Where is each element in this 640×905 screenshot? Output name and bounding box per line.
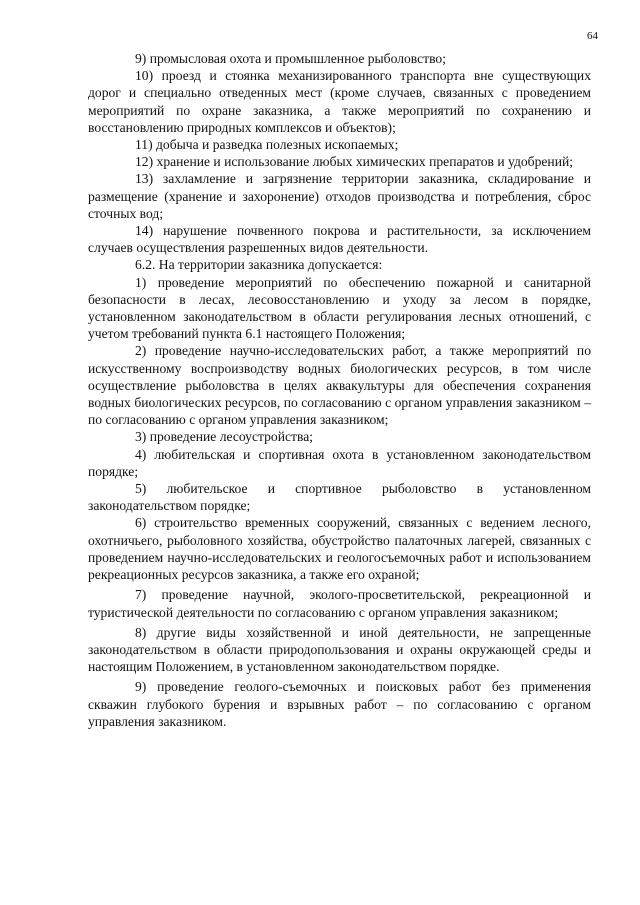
section-heading-6-2: 6.2. На территории заказника допускается:	[135, 257, 383, 273]
allowed-item-8: 8) другие виды хозяйственной и иной деятельности, не запрещенные законодательством в области природопользования и охраны окружающей среды и настоящим Положением, в установленном законодательством порядке.	[88, 624, 591, 675]
paragraph-item-9: 9) промысловая охота и промышленное рыболовство;	[135, 51, 447, 66]
paragraph-item-10: 10) проезд и стоянка механизированного транспорта вне существующих дорог и специально отведенных мест (кроме случаев, связанных с проведением мероприятий по охране заказника, а также мероприятий по сохранению и восстановлению природных комплексов и объектов);	[88, 68, 591, 135]
allowed-item-6: 6) строительство временных сооружений, связанных с ведением лесного, охотничьего, рыболовного хозяйства, обустройство палаточных лагерей, связанных с проведением научно-исследовательских и геологосъемочных работ и использованием рекреационных ресурсов заказника, а также его охраной;	[88, 515, 591, 583]
paragraph-item-13: 13) захламление и загрязнение территории заказника, складирование и размещение (хранение и захоронение) отходов производства и потребления, сброс сточных вод;	[88, 171, 591, 221]
document-body	[88, 50, 591, 730]
allowed-item-2: 2) проведение научно-исследовательских работ, а также мероприятий по искусственному воспроизводству водных биологических ресурсов, в том числе осуществление рыболовства в целях аквакультуры для обеспечения сохранения водных биологических ресурсов, по согласованию с органом управления заказником – по согласованию с органом управления заказником;	[88, 343, 591, 428]
paragraph-item-12: 12) хранение и использование любых химических препаратов и удобрений;	[135, 154, 574, 170]
allowed-item-5: 5) любительское и спортивное рыболовство в установленном законодательством порядке;	[88, 481, 591, 514]
allowed-item-4: 4) любительская и спортивная охота в установленном законодательством порядке;	[88, 446, 591, 479]
paragraph-item-11: 11) добыча и разведка полезных ископаемых;	[135, 137, 399, 153]
allowed-item-9: 9) проведение геолого-съемочных и поисковых работ без применения скважин глубокого бурения и взрывных работ – по согласованию с органом управления заказником.	[88, 679, 591, 729]
allowed-item-3: 3) проведение лесоустройства;	[135, 429, 314, 445]
page-number: 64	[587, 30, 598, 42]
allowed-item-1: 1) проведение мероприятий по обеспечению пожарной и санитарной безопасности в лесах, лесовосстановлению и уходу за лесом в порядке, установленном законодательством в области регулирования лесных отношений, с учетом требований пункта 6.1 настоящего Положения;	[88, 274, 591, 342]
paragraph-item-14: 14) нарушение почвенного покрова и растительности, за исключением случаев осуществления разрешенных видов деятельности.	[88, 223, 591, 256]
allowed-item-7: 7) проведение научной, эколого-просветительской, рекреационной и туристической деятельности по согласованию с органом управления заказником;	[88, 587, 591, 620]
